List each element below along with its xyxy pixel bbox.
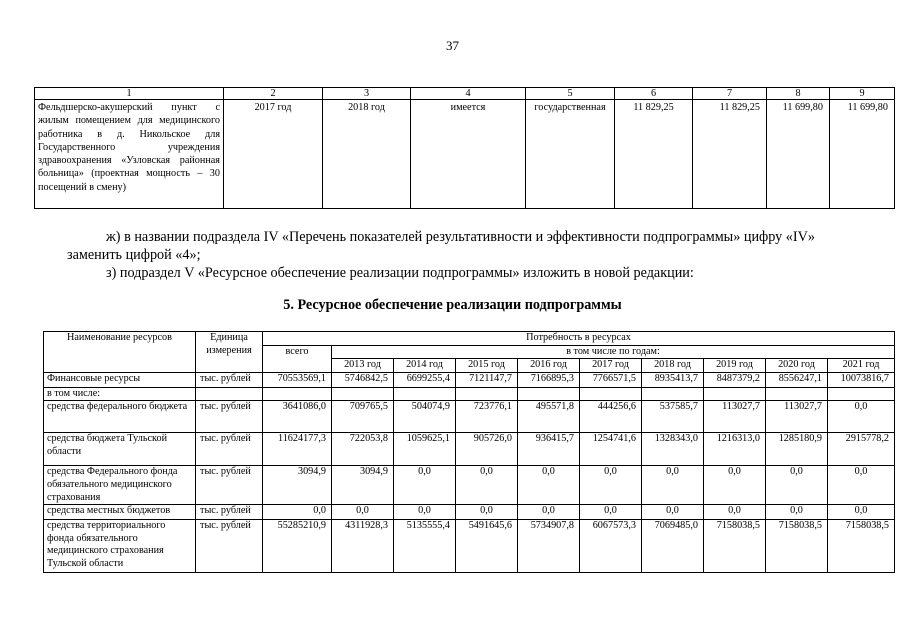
year-header: 2017 год	[580, 359, 642, 373]
total-cell: 70553569,1	[263, 372, 332, 387]
year-value-cell: 444256,6	[580, 401, 642, 433]
year-value-cell: 537585,7	[642, 401, 704, 433]
year-header: 2015 год	[456, 359, 518, 373]
total-cell: 3094,9	[263, 466, 332, 505]
year-value-cell: 1285180,9	[766, 433, 828, 466]
year-value-cell: 113027,7	[766, 401, 828, 433]
resource-name: в том числе:	[44, 387, 196, 401]
value-cell: 11 829,25	[693, 100, 767, 209]
year-value-cell: 113027,7	[704, 401, 766, 433]
year-value-cell: 7158038,5	[828, 520, 895, 573]
unit-cell: тыс. рублей	[196, 505, 263, 520]
year-value-cell: 0,0	[642, 505, 704, 520]
year-value-cell: 1328343,0	[642, 433, 704, 466]
year-header: 2021 год	[828, 359, 895, 373]
year-value-cell: 6067573,3	[580, 520, 642, 573]
year-header: 2020 год	[766, 359, 828, 373]
table-row	[44, 401, 895, 433]
year-value-cell: 1059625,1	[394, 433, 456, 466]
year-value-cell: 722053,8	[332, 433, 394, 466]
year-value-cell: 504074,9	[394, 401, 456, 433]
unit-cell: тыс. рублей	[196, 401, 263, 433]
table-row	[44, 505, 895, 520]
year-value-cell: 723776,1	[456, 401, 518, 433]
year-header: 2014 год	[394, 359, 456, 373]
year-value-cell: 4311928,3	[332, 520, 394, 573]
unit-cell: тыс. рублей	[196, 372, 263, 387]
year-value-cell: 0,0	[766, 505, 828, 520]
year-value-cell: 2915778,2	[828, 433, 895, 466]
year-value-cell	[456, 387, 518, 401]
year-value-cell: 0,0	[394, 466, 456, 505]
year-value-cell: 0,0	[828, 505, 895, 520]
object-name: Фельдшерско-акушерский пункт с жилым помещением для медицинского работника в д. Никольское для Государственного учреждения здравоохранения «Узловская районная больница» (проектная мощность – 30 посещений в смену)	[35, 100, 224, 209]
year-value-cell: 0,0	[642, 466, 704, 505]
year-value-cell: 10073816,7	[828, 372, 895, 387]
unit-cell: тыс. рублей	[196, 520, 263, 573]
column-number: 9	[830, 88, 895, 100]
year-value-cell	[394, 387, 456, 401]
column-number: 1	[35, 88, 224, 100]
total-cell: 11624177,3	[263, 433, 332, 466]
year-value-cell: 5746842,5	[332, 372, 394, 387]
year-value-cell: 0,0	[456, 505, 518, 520]
column-need: Потребность в ресурсах	[263, 332, 895, 346]
year-value-cell: 0,0	[704, 505, 766, 520]
year-value-cell: 0,0	[394, 505, 456, 520]
year-value-cell: 0,0	[332, 505, 394, 520]
year-value-cell: 7069485,0	[642, 520, 704, 573]
year-value-cell	[828, 387, 895, 401]
unit-cell	[196, 387, 263, 401]
column-resource-name: Наименование ресурсов	[44, 332, 196, 373]
year-value-cell: 936415,7	[518, 433, 580, 466]
year-value-cell: 1254741,6	[580, 433, 642, 466]
year-value-cell	[766, 387, 828, 401]
unit-cell: тыс. рублей	[196, 466, 263, 505]
table-row	[44, 387, 895, 401]
resource-name: средства Федерального фонда обязательного медицинского страхования	[44, 466, 196, 505]
year-value-cell: 8556247,1	[766, 372, 828, 387]
year-value-cell: 0,0	[828, 466, 895, 505]
year-value-cell: 0,0	[518, 505, 580, 520]
column-number: 6	[615, 88, 693, 100]
column-number: 3	[323, 88, 411, 100]
total-cell	[263, 387, 332, 401]
table-row	[44, 372, 895, 387]
column-unit: Единица измерения	[196, 332, 263, 373]
documentation-status: имеется	[411, 100, 526, 209]
value-cell: 11 699,80	[767, 100, 830, 209]
year-value-cell: 0,0	[518, 466, 580, 505]
year-value-cell	[332, 387, 394, 401]
year-value-cell: 7166895,3	[518, 372, 580, 387]
year-value-cell: 0,0	[766, 466, 828, 505]
table-header-row	[35, 88, 895, 100]
year-value-cell: 5135555,4	[394, 520, 456, 573]
table-row	[44, 433, 895, 466]
section-title: 5. Ресурсное обеспечение реализации подпрограммы	[283, 297, 622, 313]
year-value-cell: 709765,5	[332, 401, 394, 433]
year-value-cell: 7766571,5	[580, 372, 642, 387]
year-value-cell	[642, 387, 704, 401]
year-value-cell: 8487379,2	[704, 372, 766, 387]
construction-table	[34, 87, 895, 209]
year-value-cell: 5491645,6	[456, 520, 518, 573]
start-year: 2017 год	[224, 100, 323, 209]
column-number: 7	[693, 88, 767, 100]
year-header: 2013 год	[332, 359, 394, 373]
year-value-cell: 1216313,0	[704, 433, 766, 466]
page-number: 37	[446, 38, 459, 53]
total-cell: 55285210,9	[263, 520, 332, 573]
value-cell: 11 829,25	[615, 100, 693, 209]
table-row	[35, 100, 895, 209]
year-header: 2019 год	[704, 359, 766, 373]
year-value-cell: 6699255,4	[394, 372, 456, 387]
resource-name: Финансовые ресурсы	[44, 372, 196, 387]
year-value-cell: 0,0	[456, 466, 518, 505]
paragraph-z: з) подраздел V «Ресурсное обеспечение реализации подпрограммы» изложить в новой редакции:	[106, 265, 694, 281]
resources-table	[43, 331, 895, 573]
resource-name: средства федерального бюджета	[44, 401, 196, 433]
year-value-cell: 0,0	[580, 505, 642, 520]
resource-name: средства территориального фонда обязательного медицинского страхования Тульской области	[44, 520, 196, 573]
ownership-form: государственная	[526, 100, 615, 209]
year-value-cell: 8935413,7	[642, 372, 704, 387]
year-value-cell: 0,0	[828, 401, 895, 433]
year-value-cell: 495571,8	[518, 401, 580, 433]
column-number: 2	[224, 88, 323, 100]
table-header-row	[44, 332, 895, 346]
total-cell: 0,0	[263, 505, 332, 520]
year-value-cell: 7121147,7	[456, 372, 518, 387]
total-cell: 3641086,0	[263, 401, 332, 433]
resource-name: средства бюджета Тульской области	[44, 433, 196, 466]
year-value-cell: 7158038,5	[704, 520, 766, 573]
column-by-years: в том числе по годам:	[332, 345, 895, 359]
column-number: 8	[767, 88, 830, 100]
unit-cell: тыс. рублей	[196, 433, 263, 466]
year-value-cell: 0,0	[580, 466, 642, 505]
year-value-cell: 5734907,8	[518, 520, 580, 573]
resource-name: средства местных бюджетов	[44, 505, 196, 520]
year-value-cell	[580, 387, 642, 401]
column-number: 4	[411, 88, 526, 100]
paragraph-text: ж) в названии подраздела IV «Перечень показателей результативности и эффективности подпрограммы» цифру «IV» заменить цифрой «4»;	[67, 229, 815, 263]
paragraph-zh	[67, 228, 867, 264]
year-value-cell: 0,0	[704, 466, 766, 505]
table-row	[44, 520, 895, 573]
column-total: всего	[263, 345, 332, 372]
column-number: 5	[526, 88, 615, 100]
year-value-cell: 7158038,5	[766, 520, 828, 573]
end-year: 2018 год	[323, 100, 411, 209]
table-row	[44, 466, 895, 505]
year-value-cell	[518, 387, 580, 401]
year-value-cell	[704, 387, 766, 401]
value-cell: 11 699,80	[830, 100, 895, 209]
year-header: 2016 год	[518, 359, 580, 373]
year-value-cell: 905726,0	[456, 433, 518, 466]
year-value-cell: 3094,9	[332, 466, 394, 505]
year-header: 2018 год	[642, 359, 704, 373]
